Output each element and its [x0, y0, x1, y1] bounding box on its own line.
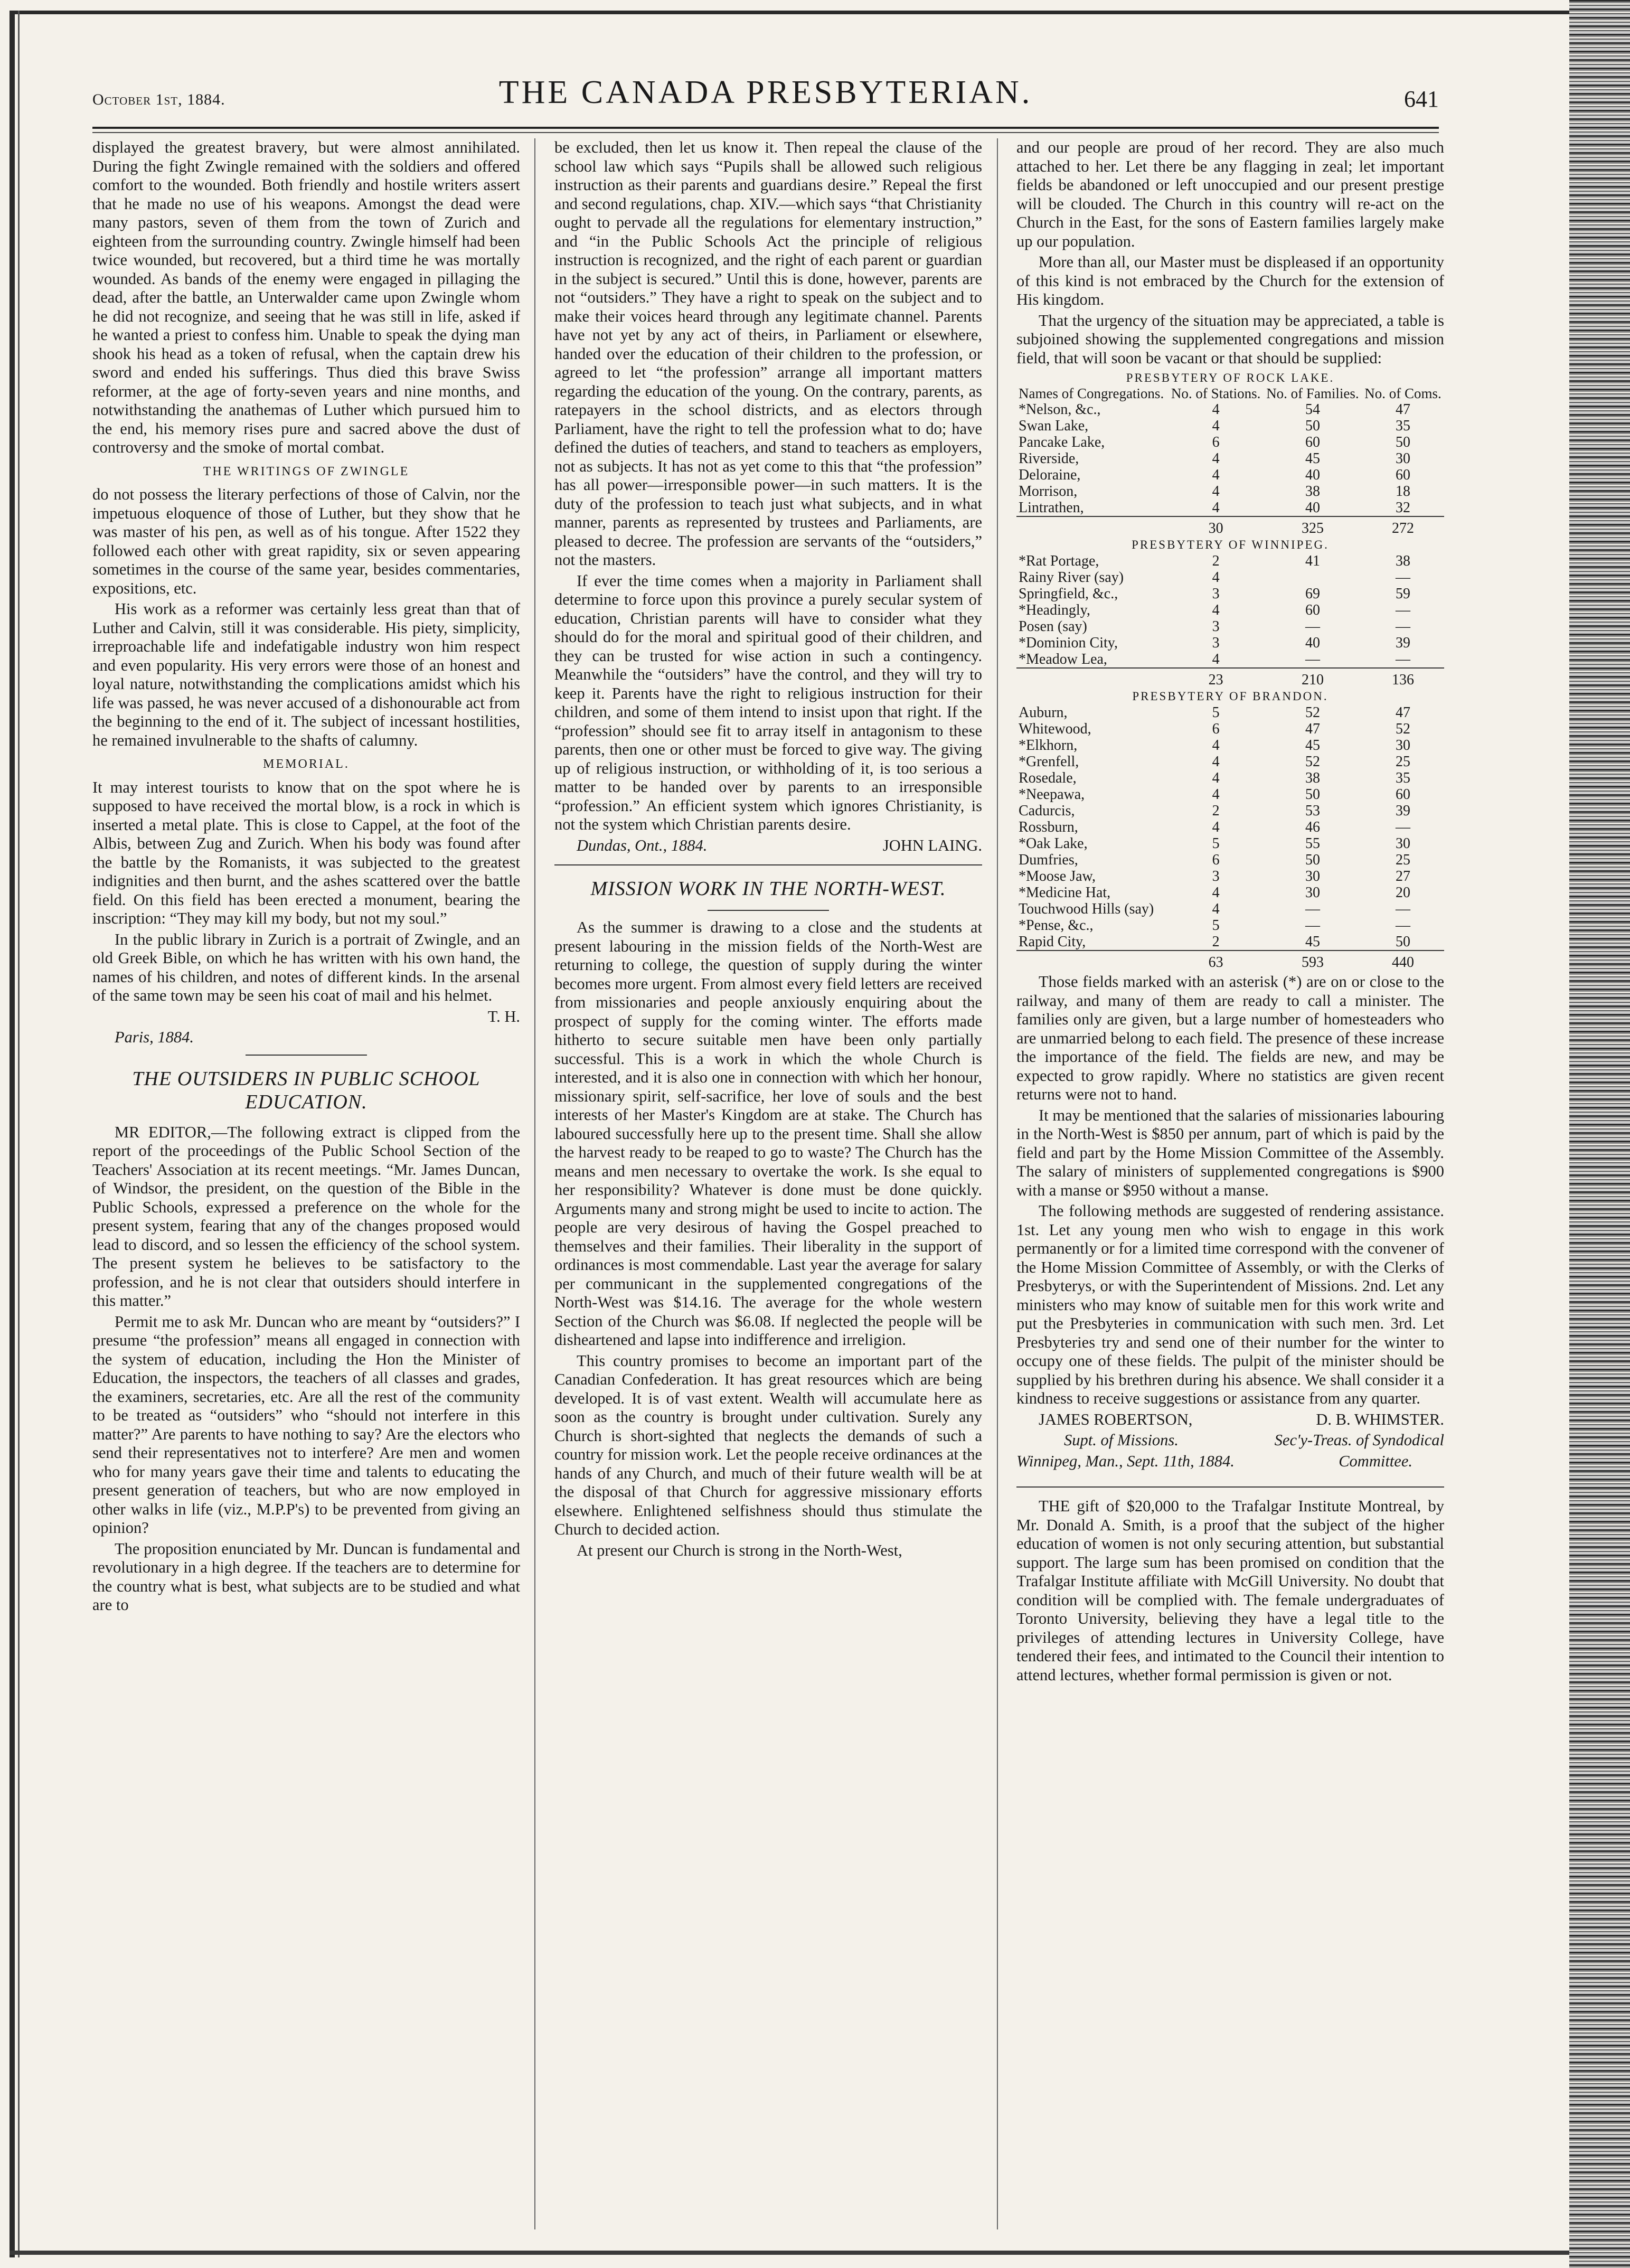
table-row — [1016, 635, 1444, 651]
table-cell: 55 — [1305, 835, 1320, 852]
table-cell: 40 — [1305, 467, 1320, 483]
signature-roles — [1016, 1452, 1444, 1471]
table-row — [1016, 553, 1444, 569]
zwingle-paragraph: displayed the greatest bravery, but were almost annihilated. During the fight Zwingle remained with the soldiers and offered comfort to the wounded. Both friendly and hostile writers assert that he made no use of his weapons. Amongst the dead were many pastors, seven of them from the town of Zurich and eighteen from the surrounding country. Zwingle himself had been twice wounded, but recovered, but a third time he was mortally wounded. As bands of the enemy were engaged in pillaging the dead, after the battle, an Unterwalder came upon Zwingle whom he did not recognize, and seeing that he was still in life, asked if he wanted a priest to confess him. Unable to speak the dying man shook his head as a token of refusal, when the captain drew his sword and ended his sufferings. Thus died this brave Swiss reformer, at the age of forty-seven years and nine months, and notwithstanding the anathemas of Luther which pursued him to the end, his memory rises pure and sacred above the dust of controversy and the smoke of mortal combat. — [92, 138, 520, 456]
table-cell: *Rat Portage, — [1019, 553, 1099, 569]
table-cell: Rainy River (say) — [1019, 569, 1124, 586]
table-cell: 30 — [1396, 835, 1411, 852]
table-cell: 50 — [1396, 434, 1411, 450]
presbytery-caption-row — [1016, 537, 1444, 553]
table-cell: 54 — [1305, 401, 1320, 418]
table-cell: Touchwood Hills (say) — [1019, 901, 1154, 917]
article-paragraph: The proposition enunciated by Mr. Duncan is fundamental and revolutionary in a high degree. If the teachers are to determine for the country what is best, what subjects are to be studied and what are to — [92, 1539, 520, 1614]
table-row — [1016, 500, 1444, 516]
zwingle-paragraph: do not possess the literary perfections of those of Calvin, nor the impetuous eloquence of those of Luther, but they show that he was master of his pen, as well as of his tongue. After 1522 they followed each other with great rapidity, six or seven appearing sometimes in the course of the same year, besides commentaries, expositions, etc. — [92, 485, 520, 597]
table-cell: 4 — [1212, 418, 1220, 434]
column-2 — [554, 138, 982, 2235]
table-cell: Posen (say) — [1019, 618, 1087, 635]
article-paragraph: be excluded, then let us know it. Then repeal the clause of the school law which says “Pupils shall be allowed such religious instruction as their parents and guardians desire.” Repeal the first and second regulations, chap. XIV.—which says “that Christianity ought to pervade all the regulations for elementary instruction,” and “in the Public Schools Act the principle of religious instruction is recognized, and the right of each parent or guardian in the subject is secured.” Until this is done, however, parents are not “outsiders.” They have a right to speak on the subject and to make their voices heard through any legitimate channel. Parents have not yet by any act of theirs, in Parliament or elsewhere, handed over the education of their children to the profession, or agreed to let “the profession” arrange all important matters regarding the education of the young. On the contrary, parents, as ratepayers in the school districts, and as electors through Parliament, have the right to tell the profession what to do; have defined the duties of teachers, and stand to teachers as employers, not as subjects. It has not as yet come to this that “the profession” has all power—irresponsible power—in such matters. It is the duty of the profession to teach just what subjects, and in what manner, parents as represented by trustees and Parliaments, are pleased to decree. The profession are servants of the “outsiders,” not the masters. — [554, 138, 982, 569]
presbytery-caption: PRESBYTERY OF WINNIPEG. — [1132, 538, 1329, 551]
table-cell: 6 — [1212, 721, 1220, 737]
table-cell: 6 — [1212, 434, 1220, 450]
table-cell: — — [1396, 602, 1411, 618]
table-cell: — — [1396, 569, 1411, 586]
table-cell: — — [1396, 651, 1411, 667]
table-cell: 20 — [1396, 884, 1411, 901]
table-cell: *Meadow Lea, — [1019, 651, 1107, 667]
newspaper-title: THE CANADA PRESBYTERIAN. — [498, 74, 1033, 110]
table-cell: Deloraine, — [1019, 467, 1081, 483]
binding-edge — [1569, 0, 1630, 2268]
table-cell: 35 — [1396, 418, 1411, 434]
zwingle-paragraph: In the public library in Zurich is a portrait of Zwingle, and an old Greek Bible, on which he has written with his own hand, the names of his children, and notes of different kinds. In the arsenal of the same town may be seen his coat of mail and his helmet. — [92, 930, 520, 1004]
table-cell: 4 — [1212, 602, 1220, 618]
article-paragraph: More than all, our Master must be displeased if an opportunity of this kind is not embraced by the Church for the extension of His kingdom. — [1016, 253, 1444, 308]
table-cell — [1264, 569, 1362, 586]
table-cell: *Pense, &c., — [1019, 917, 1094, 934]
table-cell: 53 — [1305, 803, 1320, 819]
table-row — [1016, 868, 1444, 884]
presbytery-caption-row — [1016, 688, 1444, 704]
table-cell: 60 — [1305, 434, 1320, 450]
table-row — [1016, 483, 1444, 500]
table-cell — [1016, 668, 1169, 688]
table-cell: 52 — [1305, 704, 1320, 721]
author-role: Committee. — [1339, 1452, 1412, 1470]
table-cell: Springfield, &c., — [1019, 586, 1118, 602]
table-cell: 4 — [1212, 500, 1220, 516]
table-cell: Pancake Lake, — [1019, 434, 1105, 450]
article-paragraph: Permit me to ask Mr. Duncan who are meant by “outsiders?” I presume “the profession” means all engaged in connection with the system of education, including the Hon the Minister of Education, the inspectors, the teachers of all classes and grades, the examiners, secretaries, etc. Are all the rest of the community to be treated as “outsiders” who “should not interfere in this matter?” Are parents to have nothing to say? Are the electors who send their representatives not to interfere? Are men and women who for many years gave their time and talents to educating the present generation of teachers, but who are now employed in other walks in life (viz., M.P.P's) to be prevented from giving an opinion? — [92, 1312, 520, 1537]
table-cell: 46 — [1305, 819, 1320, 835]
signature-row — [92, 1008, 520, 1027]
section-heading-writings: THE WRITINGS OF ZWINGLE — [203, 464, 410, 478]
column-header: No. of Families. — [1266, 385, 1359, 401]
column-header: No. of Coms. — [1364, 385, 1441, 401]
article-separator — [554, 864, 982, 865]
table-row — [1016, 618, 1444, 635]
presbytery-caption-row — [1016, 370, 1444, 386]
dateline: Dundas, Ont., 1884. — [577, 836, 708, 854]
table-cell: 50 — [1396, 934, 1411, 950]
column-header: Names of Congregations. — [1019, 385, 1164, 401]
table-cell: 4 — [1212, 770, 1220, 786]
issue-date: October 1st, 1884. — [92, 91, 225, 108]
table-cell: *Headingly, — [1019, 602, 1090, 618]
table-row — [1016, 884, 1444, 901]
table-cell: 59 — [1396, 586, 1411, 602]
table-row — [1016, 401, 1444, 418]
table-cell: 40 — [1305, 500, 1320, 516]
table-cell: 18 — [1396, 483, 1411, 500]
table-cell: *Oak Lake, — [1019, 835, 1088, 852]
zwingle-paragraph: It may interest tourists to know that on the spot where he is supposed to have received the mortal blow, is a rock in which is inserted a metal plate. This is close to Cappel, at the foot of the Albis, between Zug and Zurich. When his body was found after the battle by the Romanists, it was subjected to the greatest indignities and then burnt, and the ashes scattered over the battle field. On this field has been erected a monument, bearing the inscription: “They may kill my body, but not my soul.” — [92, 778, 520, 927]
article-title: MISSION WORK IN THE NORTH-WEST. — [590, 878, 946, 900]
page-number: 641 — [1404, 86, 1439, 112]
author-signature: JAMES ROBERTSON, — [1039, 1410, 1193, 1428]
table-total-cell: 63 — [1169, 951, 1264, 971]
column-header: No. of Stations. — [1171, 385, 1261, 401]
table-totals-row — [1016, 668, 1444, 688]
table-cell: 60 — [1396, 786, 1411, 803]
table-cell: 35 — [1396, 770, 1411, 786]
table-cell: 4 — [1212, 483, 1220, 500]
table-total-cell: 30 — [1169, 516, 1264, 537]
table-row — [1016, 721, 1444, 737]
table-cell: — — [1396, 819, 1411, 835]
table-cell: 32 — [1396, 500, 1411, 516]
column-1 — [92, 138, 520, 2235]
table-cell: 41 — [1305, 553, 1320, 569]
column-divider — [534, 138, 535, 2229]
author-role: Sec'y-Treas. of Syndodical — [1274, 1431, 1444, 1449]
table-cell: — — [1305, 917, 1320, 934]
masthead — [92, 74, 1439, 121]
article-separator — [246, 1055, 367, 1056]
table-cell: Whitewood, — [1019, 721, 1091, 737]
table-row — [1016, 934, 1444, 951]
table-totals-row — [1016, 516, 1444, 537]
signature-row — [554, 836, 982, 855]
table-cell: *Medicine Hat, — [1019, 884, 1111, 901]
table-cell: 5 — [1212, 704, 1220, 721]
table-cell: 4 — [1212, 819, 1220, 835]
table-total-cell: 23 — [1169, 668, 1264, 688]
table-cell: 2 — [1212, 934, 1220, 950]
table-cell: Riverside, — [1019, 450, 1079, 467]
table-cell: 40 — [1305, 635, 1320, 651]
author-signature: T. H. — [487, 1007, 520, 1025]
article-paragraph: As the summer is drawing to a close and the students at present labouring in the mission fields of the North-West are returning to college, the question of supply during the winter becomes more urgent. From almost every field letters are received from missionaries and people anxiously enquiring about the prospect of supply for the coming winter. The efforts made hitherto to secure suitable men have been only partially successful. This is a work in which the whole Church is interested, and it is also one in connection with which her honour, missionary spirit, self-sacrifice, her love of souls and the best interests of her Master's Kingdom are at stake. The Church has laboured successfully here up to the present time. Shall she allow the harvest ready to be reaped to go to waste? The Church has the means and men necessary to overtake the work. Is she equal to her responsibility? Whatever is done must be done quickly. Arguments many and strong might be used to incite to action. The people are very desirous of having the Gospel preached to themselves and their families. Their liberality in the support of ordinances is most commendable. Last year the average for salary per communicant in the supplemented congregations of the North-West was $14.16. The average for the whole western Section of the Church was $6.08. If neglected the people will be disheartened and lapse into indifference and irreligion. — [554, 918, 982, 1349]
page-border-bottom — [10, 2251, 1572, 2255]
article-paragraph: THE gift of $20,000 to the Trafalgar Institute Montreal, by Mr. Donald A. Smith, is a proof that the subject of the higher education of women is not only securing attention, but substantial support. The large sum has been promised on condition that the Trafalgar Institute affiliate with McGill University. No doubt that condition will be complied with. The female undergraduates of Toronto University, believing they have a legal title to the privileges of attending lectures in University College, have tendered their fees, and intimated to the Council their intention to attend lectures, whether formal permission is given or not. — [1016, 1497, 1444, 1684]
table-cell: — — [1396, 618, 1411, 635]
table-row — [1016, 803, 1444, 819]
article-paragraph: and our people are proud of her record. They are also much attached to her. Let there be any flagging in zeal; let important fields be abandoned or left unoccupied and our present prestige will be clouded. The Church in this country will re-act on the Church in the East, for the sons of Eastern families largely make up our population. — [1016, 138, 1444, 250]
table-cell: 3 — [1212, 635, 1220, 651]
table-cell: 30 — [1305, 868, 1320, 884]
table-cell: 30 — [1305, 884, 1320, 901]
table-cell: Cadurcis, — [1019, 803, 1075, 819]
column-3 — [1016, 138, 1444, 2235]
table-cell: — — [1396, 901, 1411, 917]
article-paragraph: The following methods are suggested of rendering assistance. 1st. Let any young men who wish to engage in this work permanently or for a limited time correspond with the convener of the Home Mission Committee of Assembly, or with the Clerks of Presbyterys, or with the Superintendent of Missions. 2nd. Let any ministers who may know of suitable men for this work write and put the Presbyteries in communication with such men. 3rd. Let Presbyteries try and send one of their number for the winter to occupy one of these fields. The pulpit of the minister should be supplied by his brethren during his absence. We shall consider it a kindness to receive suggestions or assistance from any quarter. — [1016, 1202, 1444, 1407]
table-cell: 60 — [1305, 602, 1320, 618]
table-cell: 4 — [1212, 651, 1220, 667]
title-underline — [708, 910, 829, 911]
table-cell — [1016, 951, 1169, 971]
table-cell: 4 — [1212, 467, 1220, 483]
table-cell: 52 — [1396, 721, 1411, 737]
table-cell: 38 — [1305, 770, 1320, 786]
table-cell: 39 — [1396, 635, 1411, 651]
presbytery-caption: PRESBYTERY OF ROCK LAKE. — [1126, 371, 1335, 384]
table-cell: 2 — [1212, 553, 1220, 569]
table-total-cell: 440 — [1362, 951, 1444, 971]
article-paragraph: At present our Church is strong in the North-West, — [577, 1541, 902, 1559]
table-row — [1016, 737, 1444, 754]
table-total-cell: 593 — [1264, 951, 1362, 971]
dateline: Winnipeg, Man., Sept. 11th, 1884. — [1016, 1452, 1235, 1470]
table-cell: 4 — [1212, 786, 1220, 803]
author-signature: D. B. WHIMSTER. — [1316, 1410, 1444, 1428]
table-cell: 69 — [1305, 586, 1320, 602]
author-signature: JOHN LAING. — [882, 836, 982, 854]
article-paragraph: That the urgency of the situation may be appreciated, a table is subjoined showing the supplemented congregations and mission field, that will soon be vacant or that should be supplied: — [1016, 311, 1444, 367]
signature-roles — [1016, 1431, 1444, 1450]
table-cell: Swan Lake, — [1019, 418, 1089, 434]
article-separator — [1016, 1486, 1444, 1488]
table-cell: *Dominion City, — [1019, 635, 1118, 651]
table-total-cell: 136 — [1362, 668, 1444, 688]
table-cell: — — [1305, 618, 1320, 635]
table-cell: 2 — [1212, 803, 1220, 819]
table-cell: 47 — [1305, 721, 1320, 737]
table-row — [1016, 434, 1444, 450]
table-cell: 3 — [1212, 868, 1220, 884]
table-cell — [1016, 516, 1169, 537]
table-row — [1016, 901, 1444, 917]
table-cell: 38 — [1305, 483, 1320, 500]
table-row — [1016, 704, 1444, 721]
table-row — [1016, 917, 1444, 934]
table-cell: 3 — [1212, 586, 1220, 602]
table-header-row — [1016, 386, 1444, 401]
masthead-rule — [92, 127, 1439, 129]
table-cell: 50 — [1305, 418, 1320, 434]
table-totals-row — [1016, 951, 1444, 971]
table-cell: — — [1305, 651, 1320, 667]
table-cell: 45 — [1305, 934, 1320, 950]
table-cell: 5 — [1212, 917, 1220, 934]
table-cell: Morrison, — [1019, 483, 1078, 500]
table-row — [1016, 754, 1444, 770]
table-cell: 30 — [1396, 737, 1411, 754]
table-cell: 4 — [1212, 901, 1220, 917]
table-cell: — — [1396, 917, 1411, 934]
page-border-left-inner — [18, 11, 20, 2257]
table-cell: *Moose Jaw, — [1019, 868, 1096, 884]
article-paragraph: Those fields marked with an asterisk (*) are on or close to the railway, and many of them are ready to call a minister. The families only are given, but a large number of homesteaders who are unmarried belong to each field. The presence of these increase the importance of the field. The fields are new, and may be expected to grow rapidly. Where no statistics are given recent returns were not to hand. — [1016, 973, 1444, 1103]
table-cell: 38 — [1396, 553, 1411, 569]
page-border-left — [10, 11, 15, 2257]
table-row — [1016, 819, 1444, 835]
table-row — [1016, 602, 1444, 618]
table-cell: *Neepawa, — [1019, 786, 1085, 803]
table-row — [1016, 467, 1444, 483]
article-title: THE OUTSIDERS IN PUBLIC SCHOOL EDUCATION. — [132, 1067, 480, 1113]
table-cell: 3 — [1212, 618, 1220, 635]
article-paragraph: This country promises to become an important part of the Canadian Confederation. It has great resources which are being developed. It is of vast extent. Wealth will accumulate here as soon as the country is brought under cultivation. Surely any Church is short-sighted that neglects the demands of such a country for mission work. Let the people receive ordinances at the hands of any Church, and much of their future wealth will be at the disposal of that Church for aggressive missionary efforts elsewhere. Enlightened selfishness should thus stimulate the Church to decided action. — [554, 1351, 982, 1538]
article-paragraph: It may be mentioned that the salaries of missionaries labouring in the North-West is $850 per annum, part of which is paid by the field and part by the Home Mission Committee of the Assembly. The salary of ministers of supplemented congregations is $900 with a manse or $950 without a manse. — [1016, 1106, 1444, 1199]
presbytery-caption: PRESBYTERY OF BRANDON. — [1132, 690, 1329, 703]
zwingle-paragraph: His work as a reformer was certainly less great than that of Luther and Calvin, still it was considerable. His piety, simplicity, irreproachable life and indefatigable industry won him respect and even popularity. His very errors were those of an honest and loyal nature, notwithstanding the complications amidst which his life was passed, he was never accused of a dishonourable act from the beginning to the end of it. The subject of incessant hostilities, he remained invulnerable to the shafts of calumny. — [92, 600, 520, 749]
congregations-table — [1016, 370, 1444, 971]
table-cell: 4 — [1212, 569, 1220, 586]
table-cell: 60 — [1396, 467, 1411, 483]
table-cell: 47 — [1396, 401, 1411, 418]
table-cell: Rosedale, — [1019, 770, 1077, 786]
table-cell: 50 — [1305, 852, 1320, 868]
table-total-cell: 272 — [1362, 516, 1444, 537]
table-row — [1016, 569, 1444, 586]
table-row — [1016, 651, 1444, 668]
table-cell: 4 — [1212, 401, 1220, 418]
table-cell: 25 — [1396, 852, 1411, 868]
author-role: Supt. of Missions. — [1064, 1431, 1179, 1449]
table-cell: Lintrathen, — [1019, 500, 1084, 516]
table-cell: 45 — [1305, 737, 1320, 754]
table-cell: 39 — [1396, 803, 1411, 819]
table-row — [1016, 450, 1444, 467]
table-row — [1016, 786, 1444, 803]
table-cell: 4 — [1212, 754, 1220, 770]
table-total-cell: 325 — [1264, 516, 1362, 537]
page-border-top — [10, 11, 1572, 14]
column-divider — [997, 138, 998, 2229]
table-row — [1016, 418, 1444, 434]
table-cell: 5 — [1212, 835, 1220, 852]
table-row — [1016, 586, 1444, 602]
table-cell: 50 — [1305, 786, 1320, 803]
table-cell: Rossburn, — [1019, 819, 1078, 835]
table-cell: Auburn, — [1019, 704, 1068, 721]
table-cell: 4 — [1212, 450, 1220, 467]
table-total-cell: 210 — [1264, 668, 1362, 688]
table-row — [1016, 770, 1444, 786]
table-cell: 4 — [1212, 737, 1220, 754]
article-paragraph: MR EDITOR,—The following extract is clipped from the report of the proceedings of the Public School Section of the Teachers' Association at its recent meetings. “Mr. James Duncan, of Windsor, the president, on the question of the Bible in the Public Schools, expressed a preference on the whole for the present system, fearing that any of the changes proposed would lead to discord, and so lessen the efficiency of the school system. The present system he believes to be satisfactory to the profession, and he is not clear that outsiders should interfere in this matter.” — [92, 1123, 520, 1310]
table-cell: *Grenfell, — [1019, 754, 1079, 770]
table-cell: 25 — [1396, 754, 1411, 770]
table-cell: 4 — [1212, 884, 1220, 901]
table-cell: *Elkhorn, — [1019, 737, 1078, 754]
article-paragraph: If ever the time comes when a majority in Parliament shall determine to force upon this province a purely secular system of education, Christian parents will have to consider what they should do for the moral and spiritual good of their children, and they can be trusted for wise action in such a contingency. Meanwhile the “outsiders” have the control, and they will try to keep it. Parents have the right to religious instruction for their children, and some of them intend to insist upon that right. If the “profession” should see fit to array itself in antagonism to these parents, then one or other must be forced to give way. The giving up of religious instruction, or withholding of it, is too serious a matter to be handed over by parents to an irresponsible “profession.” An efficient system which ignores Christianity, is not the system which Christian parents desire. — [554, 571, 982, 833]
table-row — [1016, 852, 1444, 868]
section-heading-memorial: MEMORIAL. — [263, 757, 350, 771]
congregations-table-grid — [1016, 370, 1444, 971]
masthead-rule-thin — [92, 132, 1439, 133]
table-cell: 6 — [1212, 852, 1220, 868]
table-cell: — — [1305, 901, 1320, 917]
table-cell: 52 — [1305, 754, 1320, 770]
table-cell: *Nelson, &c., — [1019, 401, 1101, 418]
table-cell: Dumfries, — [1019, 852, 1078, 868]
table-cell: 27 — [1396, 868, 1411, 884]
signature-row — [1016, 1410, 1444, 1429]
table-cell: 47 — [1396, 704, 1411, 721]
table-cell: 45 — [1305, 450, 1320, 467]
table-row — [1016, 835, 1444, 852]
table-cell: 30 — [1396, 450, 1411, 467]
table-cell: Rapid City, — [1019, 934, 1086, 950]
dateline: Paris, 1884. — [115, 1028, 194, 1046]
